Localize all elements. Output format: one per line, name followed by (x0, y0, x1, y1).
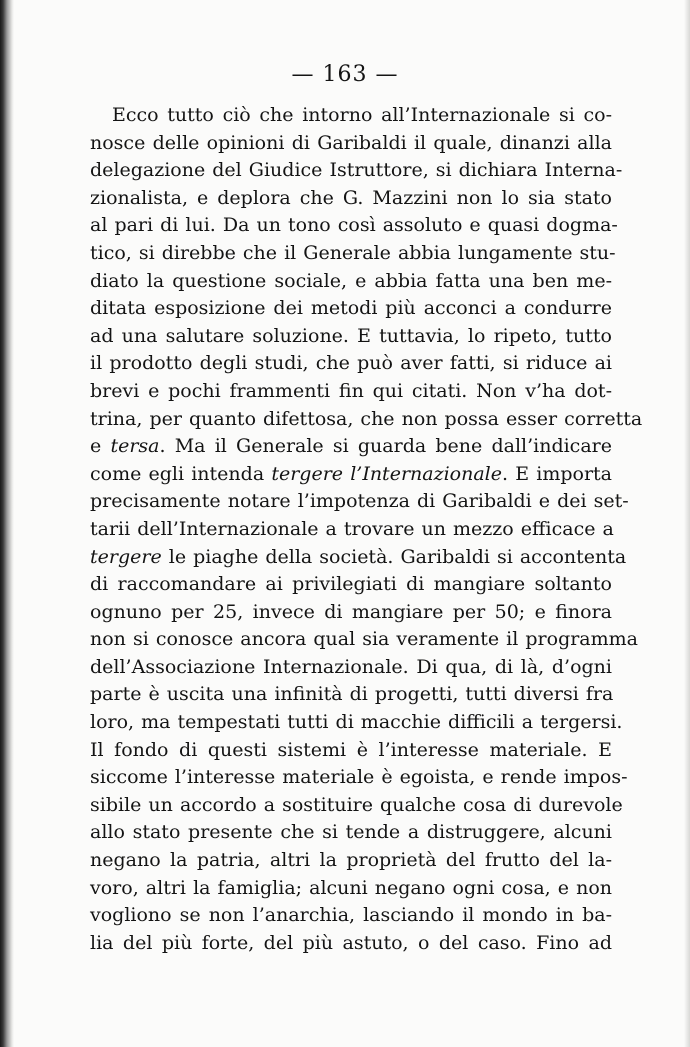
text-line: negano la patria, altri la proprietà del frutto del la- (90, 849, 612, 872)
text-line: come egli intenda tergere l’Internazionale. E importa (90, 462, 612, 485)
text-line: al pari di lui. Da un tono così assoluto e quasi dogma- (90, 214, 618, 237)
text-line: siccome l’interesse materiale è egoista, e rende impos- (90, 766, 628, 789)
text-line: trina, per quanto difettosa, che non possa esser corretta (90, 407, 643, 430)
text-line: voro, altri la famiglia; alcuni negano ogni cosa, e non (90, 876, 612, 899)
text-line: delegazione del Giudice Istruttore, si dichiara Interna- (90, 159, 623, 182)
text-line: e tersa. Ma il Generale si guarda bene dall’indicare (90, 435, 612, 458)
text-line: allo stato presente che si tende a distruggere, alcuni (90, 821, 612, 844)
text-line: zionalista, e deplora che G. Mazzini non lo sia stato (90, 186, 612, 209)
text-line: ditata esposizione dei metodi più acconci a condurre (90, 297, 612, 320)
text-line: vogliono se non l’anarchia, lasciando il mondo in ba- (90, 904, 612, 927)
text-line: Ecco tutto ciò che intorno all’Internazionale si co- (112, 104, 612, 126)
text-line: il prodotto degli studi, che può aver fatti, si riduce ai (90, 352, 612, 375)
text-line: nosce delle opinioni di Garibaldi il quale, dinanzi alla (90, 131, 612, 154)
text-line: parte è uscita una infinità di progetti, tutti diversi fra (90, 683, 614, 706)
text-line: tico, si direbbe che il Generale abbia lungamente stu- (90, 241, 616, 264)
text-line: lia del più forte, del più astuto, o del caso. Fino ad (90, 931, 612, 954)
text-line: Il fondo di questi sistemi è l’interesse materiale. E (90, 738, 612, 761)
text-line: di raccomandare ai privilegiati di mangiare soltanto (90, 573, 612, 596)
body-text (90, 102, 643, 957)
text-line: loro, ma tempestati tutti di macchie difficili a tergersi. (90, 711, 623, 734)
text-line: ad una salutare soluzione. E tuttavia, lo ripeto, tutto (90, 324, 612, 347)
text-line: tergere le piaghe della società. Garibaldi si accontenta (90, 545, 627, 568)
text-line: ognuno per 25, invece di mangiare per 50; e finora (90, 600, 612, 623)
binding-gutter-shadow (0, 0, 14, 1047)
text-line: diato la questione sociale, e abbia fatta una ben me- (90, 269, 612, 292)
text-line: brevi e pochi frammenti fin qui citati. Non v’ha dot- (90, 379, 612, 402)
page-number: — 163 — (291, 62, 399, 87)
text-line: sibile un accordo a sostituire qualche cosa di durevole (90, 793, 623, 816)
text-line: dell’Associazione Internazionale. Di qua, di là, d’ogni (90, 655, 612, 678)
text-line: precisamente notare l’impotenza di Garibaldi e dei set- (90, 490, 629, 513)
text-line: tarii dell’Internazionale a trovare un mezzo efficace a (90, 517, 614, 540)
text-line: non si conosce ancora qual sia veramente il programma (90, 628, 638, 651)
page-edge (684, 0, 690, 1047)
